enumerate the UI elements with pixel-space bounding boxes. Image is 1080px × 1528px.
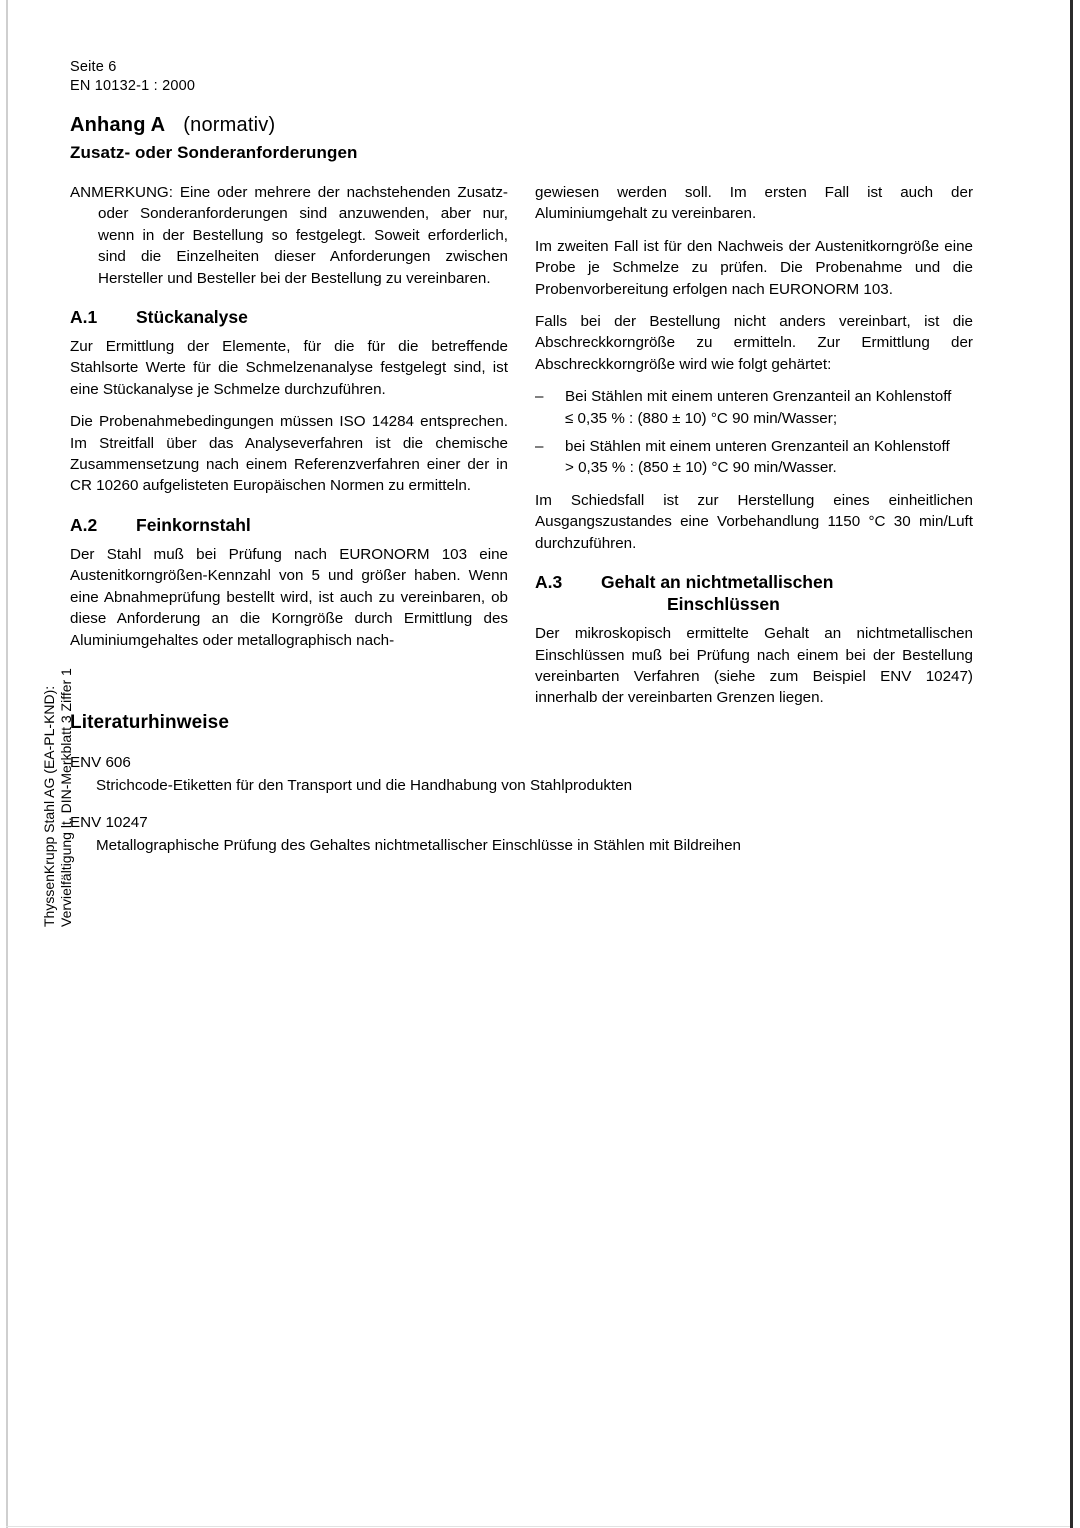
clause-title-a3-line-1: Gehalt an nichtmetallischen: [601, 572, 834, 593]
reference-title: Strichcode-Etiketten für den Transport und die Handhabung von Stahlprodukten: [96, 777, 633, 794]
clause-a2-paragraph-4: Im Schiedsfall ist zur Herstellung eines einheitlichen Ausgangszustandes eine Vorbehandlung 1150 °C 30 min/Luft durchzuführen.: [535, 491, 973, 552]
clause-number-a2: A.2: [70, 514, 98, 535]
reference-code: ENV 606: [70, 754, 131, 771]
margin-copyright-note: [41, 627, 75, 927]
right-column: [535, 182, 973, 709]
list-item-line-1: bei Stählen mit einem unteren Grenzanteil an Kohlenstoff: [565, 438, 950, 456]
standard-identifier: EN 10132-1 : 2000: [70, 78, 196, 94]
clause-a3-paragraph-1: Der mikroskopisch ermittelte Gehalt an nichtmetallischen Einschlüssen muß bei Prüfung nach einem bei der Bestellung vereinbarten Verfahren (siehe zum Beispiel ENV 10247) innerhalb der vereinbarten Grenzen liegen.: [535, 625, 973, 707]
clause-number-a3: A.3: [535, 572, 563, 593]
clause-heading-a2: [70, 514, 508, 536]
page-left-edge-artifact: [6, 0, 8, 1528]
list-item-line-2: > 0,35 % : (850 ± 10) °C 90 min/Wasser.: [565, 459, 837, 477]
anmerkung-note: ANMERKUNG: Eine oder mehrere der nachstehenden Zusatz- oder Sonderanforderungen sind anzuwenden, aber nur, wenn in der Bestellung so festgelegt. Soweit erforderlich, sind die Einzelheiten dieser Anforderungen zwischen Hersteller und Besteller bei der Bestellung zu vereinbaren.: [70, 184, 508, 287]
list-item-line-2: ≤ 0,35 % : (880 ± 10) °C 90 min/Wasser;: [565, 409, 838, 427]
list-item: [70, 812, 970, 856]
clause-a2-paragraph-1: Der Stahl muß bei Prüfung nach EURONORM 103 eine Austenitkorngrößen-Kennzahl von 5 und größer haben. Wenn eine Abnahmeprüfung bestellt wird, ist auch zu vereinbaren, ob diese Anforderung an die Korngröße durch Ermittlung des Aluminiumgehaltes oder metallographisch nach-: [70, 545, 508, 649]
list-item: [535, 436, 973, 479]
reference-code: ENV 10247: [70, 814, 148, 831]
clause-heading-a1: [70, 306, 508, 328]
clause-a2-paragraph-continued: gewiesen werden soll. Im ersten Fall ist auch der Aluminiumgehalt zu vereinbaren.: [535, 184, 973, 223]
left-column: [70, 182, 508, 651]
clause-number-a1: A.1: [70, 307, 98, 328]
list-item: [70, 752, 970, 796]
clause-title-a3-line-2: Einschlüssen: [667, 594, 780, 615]
dash-marker-icon: –: [535, 388, 544, 406]
clause-heading-a3: [535, 571, 973, 615]
hardening-condition-list: [535, 386, 973, 479]
list-item: [535, 386, 973, 429]
reference-title: Metallographische Prüfung des Gehaltes nichtmetallischer Einschlüsse in Stählen mit Bildreihen: [96, 837, 741, 854]
margin-note-line-1: ThyssenKrupp Stahl AG (EA-PL-KND):: [41, 685, 57, 927]
references-section: [70, 712, 970, 856]
dash-marker-icon: –: [535, 438, 544, 456]
references-heading: Literaturhinweise: [70, 712, 230, 733]
clause-title-a1: Stückanalyse: [136, 307, 248, 328]
annex-subtitle: Zusatz- oder Sonderanforderungen: [70, 143, 358, 162]
annex-title: [70, 114, 275, 137]
margin-note-line-2: Vervielfältigung lt. DIN-Merkblatt 3 Ziffer 1: [58, 668, 74, 927]
list-item-line-1: Bei Stählen mit einem unteren Grenzanteil an Kohlenstoff: [565, 388, 952, 406]
clause-a1-paragraph-2: Die Probenahmebedingungen müssen ISO 14284 entsprechen. Im Streitfall über das Analyseverfahren ist die chemische Zusammensetzung nach einem Referenzverfahren einer der in CR 10260 aufgelisteten Europäischen Normen zu ermitteln.: [70, 413, 508, 495]
clause-title-a2: Feinkornstahl: [136, 514, 251, 535]
clause-a2-paragraph-2: Im zweiten Fall ist für den Nachweis der Austenitkorngröße eine Probe je Schmelze zu prüfen. Die Probenahme und die Probenvorbereitung erfolgen nach EURONORM 103.: [535, 237, 973, 298]
page-bottom-edge-artifact: [6, 1526, 1070, 1527]
clause-a1-paragraph-1: Zur Ermittlung der Elemente, für die für die betreffende Stahlsorte Werte für die Schmelzenanalyse festgelegt sind, ist eine Stückanalyse je Schmelze durchzuführen.: [70, 338, 508, 398]
annex-title-text: Anhang A: [70, 114, 166, 136]
clause-a2-paragraph-3: Falls bei der Bestellung nicht anders vereinbart, ist die Abschreckkorngröße zu ermitteln. Zur Ermittlung der Abschreckkorngröße wird wie folgt gehärtet:: [535, 313, 973, 373]
annex-qualifier: (normativ): [183, 114, 276, 136]
page-right-edge-artifact: [1070, 0, 1073, 1528]
page-header: [70, 58, 195, 96]
page-number-label: Seite 6: [70, 59, 117, 75]
